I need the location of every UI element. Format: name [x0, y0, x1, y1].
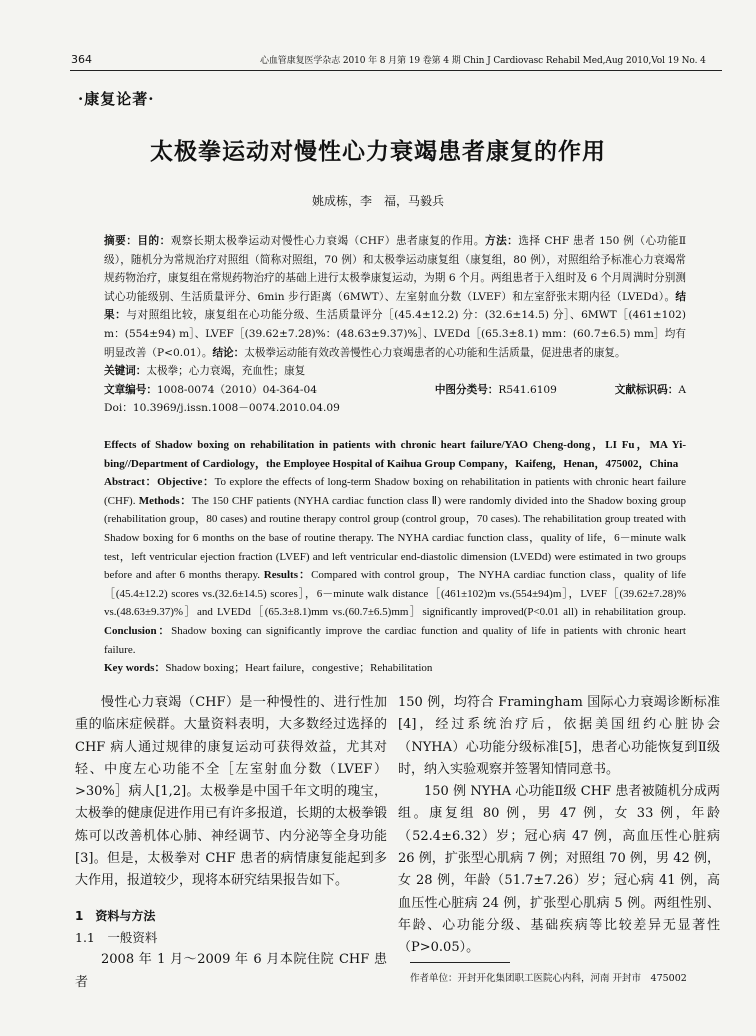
general-data-paragraph-start: 2008 年 1 月～2009 年 6 月本院住院 CHF 患者: [75, 952, 387, 990]
methods-label: 方法：: [484, 235, 519, 247]
author-affiliation-footnote: 作者单位：开封开化集团职工医院心内科，河南 开封市 475002: [410, 973, 687, 984]
conclusion-text: 太极拳运动能有效改善慢性心力衰竭患者的心功能和生活质量，促进患者的康复。: [244, 346, 626, 359]
en-keywords-label: Key words：: [104, 662, 166, 675]
article-number-value: 1008-0074（2010）04-364-04: [156, 383, 317, 396]
footnote-rule: [410, 962, 510, 963]
results-text: 与对照组比较，康复组在心功能分级、生活质量评分［(45.4±12.2) 分：(32.6±14.5) 分］、6MWT［(461±102) m：(554±94) m］、LVEF［(39.62±7.28)%：(48.63±9.37)%］、LVEDd［(65.3±8.1) mm：(60.7±6.5) mm］均有明显改善（P<0.01）。: [104, 309, 686, 359]
en-methods-label: Methods：: [138, 494, 192, 507]
english-abstract-body: [104, 473, 686, 659]
article-title: 太极拳运动对慢性心力衰竭患者康复的作用: [150, 138, 606, 165]
left-column: [75, 692, 387, 994]
en-objective-label: Objective：: [157, 476, 215, 489]
objective-label: 目的：: [137, 235, 171, 247]
clc-value: R541.6109: [498, 383, 557, 396]
en-conclusion-label: Conclusion：: [104, 624, 172, 637]
article-meta-line: [104, 381, 686, 400]
heading-materials-methods: 1 资料与方法: [75, 908, 156, 923]
abstract-label: 摘要：: [104, 235, 138, 247]
keywords-cn-label: 关键词：: [104, 365, 147, 378]
abstract-cn: [104, 232, 686, 418]
authors: 姚成栋，李 福，马毅兵: [311, 194, 444, 208]
en-results-label: Results：: [263, 569, 312, 582]
grouping-paragraph: 150 例 NYHA 心功能Ⅱ级 CHF 患者被随机分成两组。康复组 80 例，男 47 例，女 33 例，年龄（52.4±6.32）岁；冠心病 47 例，高血压性心脏病 26 例，扩张型心肌病 7 例；对照组 70 例，男 42 例，女 28 例，年龄（51.7±7.26）岁；冠心病 41 例，高血压性心脏病 24 例，扩张型心肌病 5 例。两组性别、年龄、心功能分级、基础疾病等比较差异无显著性（P>0.05）。: [398, 784, 720, 956]
clc-label: 中图分类号：: [434, 383, 499, 396]
clc-number: [435, 381, 557, 400]
document-code: [615, 381, 686, 400]
article-number: [104, 381, 317, 400]
page-number: 364: [71, 53, 92, 66]
en-results-text: Compared with control group，The NYHA cardiac function class，quality of life［(45.4±12.2) scores vs.(32.6±14.5) scores］，6－minute walk distance［(461±102)m vs.(554±94)m］，LVEF［(39.62±7.28)% vs.(48.63±9.37)%］and LVEDd［(65.3±8.1)mm vs.(60.7±6.5)mm］significantly improved(P<0.01 all) in rehabilitation group.: [104, 569, 686, 619]
results-label: 结果：: [104, 290, 686, 322]
en-keywords-text: Shadow boxing；Heart failure，congestive；Rehabilitation: [165, 662, 433, 675]
english-title-authors: Effects of Shadow boxing on rehabilitation in patients with chronic heart failure/YAO Cheng-dong，LI Fu，MA Yi-bing//Department of Cardiology，the Employee Hospital of Kaihua Group Company，Kaifeng，Henan，475002，China: [104, 439, 686, 470]
article-number-label: 文章编号：: [104, 383, 157, 396]
header-rule: [70, 70, 722, 71]
document-code-label: 文献标识码：: [614, 383, 679, 396]
section-tag: ·康复论著·: [78, 90, 155, 108]
keywords-cn: [104, 362, 686, 381]
methods-text: 选择 CHF 患者 150 例（心功能Ⅱ级），随机分为常规治疗对照组（简称对照组，70 例）和太极拳运动康复组（康复组，80 例），对照组给予标准心力衰竭常规药物治疗，康复组在常规药物治疗的基础上进行太极拳康复运动，为期 6 个月。两组患者于入组时及 6 个月周满时分别测试心功能级别、生活质量评分、6min 步行距离（6MWT）、左室射血分数（LVEF）和左室舒张末期内径（LVEDd）。: [104, 235, 687, 303]
document-code-value: A: [678, 383, 686, 396]
keywords-cn-text: 太极拳；心力衰竭，充血性；康复: [146, 365, 306, 378]
english-abstract: [104, 436, 686, 678]
english-keywords: [104, 659, 686, 678]
en-methods-text: The 150 CHF patients (NYHA cardiac function class Ⅱ) were randomly divided into the Shadow boxing group (rehabilitation group，80 cases) and routine therapy control group (control group，70 cases). The rehabilitation group treated with Shadow boxing for 6 months on the base of routine therapy. The NYHA cardiac function class，quality of life，6－minute walk test，left ventricular ejection fraction (LVEF) and left ventricular end-diastolic dimension (LVEDd) were estimated in two groups before and after 6 months therapy.: [104, 494, 687, 582]
conclusion-label: 结论：: [212, 346, 245, 359]
en-conclusion-text: Shadow boxing can significantly improve the cardiac function and quality of life in patients with chronic heart failure.: [104, 624, 686, 656]
heading-general-data: 1.1 一般资料: [75, 929, 158, 945]
en-objective-text: To explore the effects of long-term Shadow boxing on rehabilitation in patients with chronic heart failure (CHF).: [104, 476, 687, 507]
doi-value: 10.3969/j.issn.1008－0074.2010.04.09: [132, 402, 340, 415]
general-data-paragraph-cont: 150 例，均符合 Framingham 国际心力衰竭诊断标准[4]，经过系统治疗后，依据美国纽约心脏协会（NYHA）心功能分级标准[5]，患者心功能恢复到Ⅱ级时，纳入实验观察并签署知情同意书。: [398, 695, 720, 777]
doi-label: Doi：: [104, 402, 133, 415]
running-head: 心血管康复医学杂志 2010 年 8 月第 19 卷第 4 期 Chin J Cardiovasc Rehabil Med,Aug 2010,Vol 19 No. 4: [260, 56, 706, 66]
en-abstract-label: Abstract：: [104, 476, 158, 489]
intro-paragraph: 慢性心力衰竭（CHF）是一种慢性的、进行性加重的临床症候群。大量资料表明，大多数经过选择的 CHF 病人通过规律的康复运动可获得效益，尤其对轻、中度左心功能不全［左室射血分数（LVEF）>30%］病人[1,2]。太极拳是中国千年文明的瑰宝，太极拳的健康促进作用已有许多报道，长期的太极拳锻炼可以改善机体心肺、神经调节、内分泌等全身功能[3]。但是，太极拳对 CHF 患者的病情康复能起到多大作用，报道较少，现将本研究结果报告如下。: [75, 695, 388, 889]
right-column: [398, 692, 720, 960]
objective-text: 观察长期太极拳运动对慢性心力衰竭（CHF）患者康复的作用。: [170, 235, 485, 247]
doi-line: [104, 399, 686, 418]
